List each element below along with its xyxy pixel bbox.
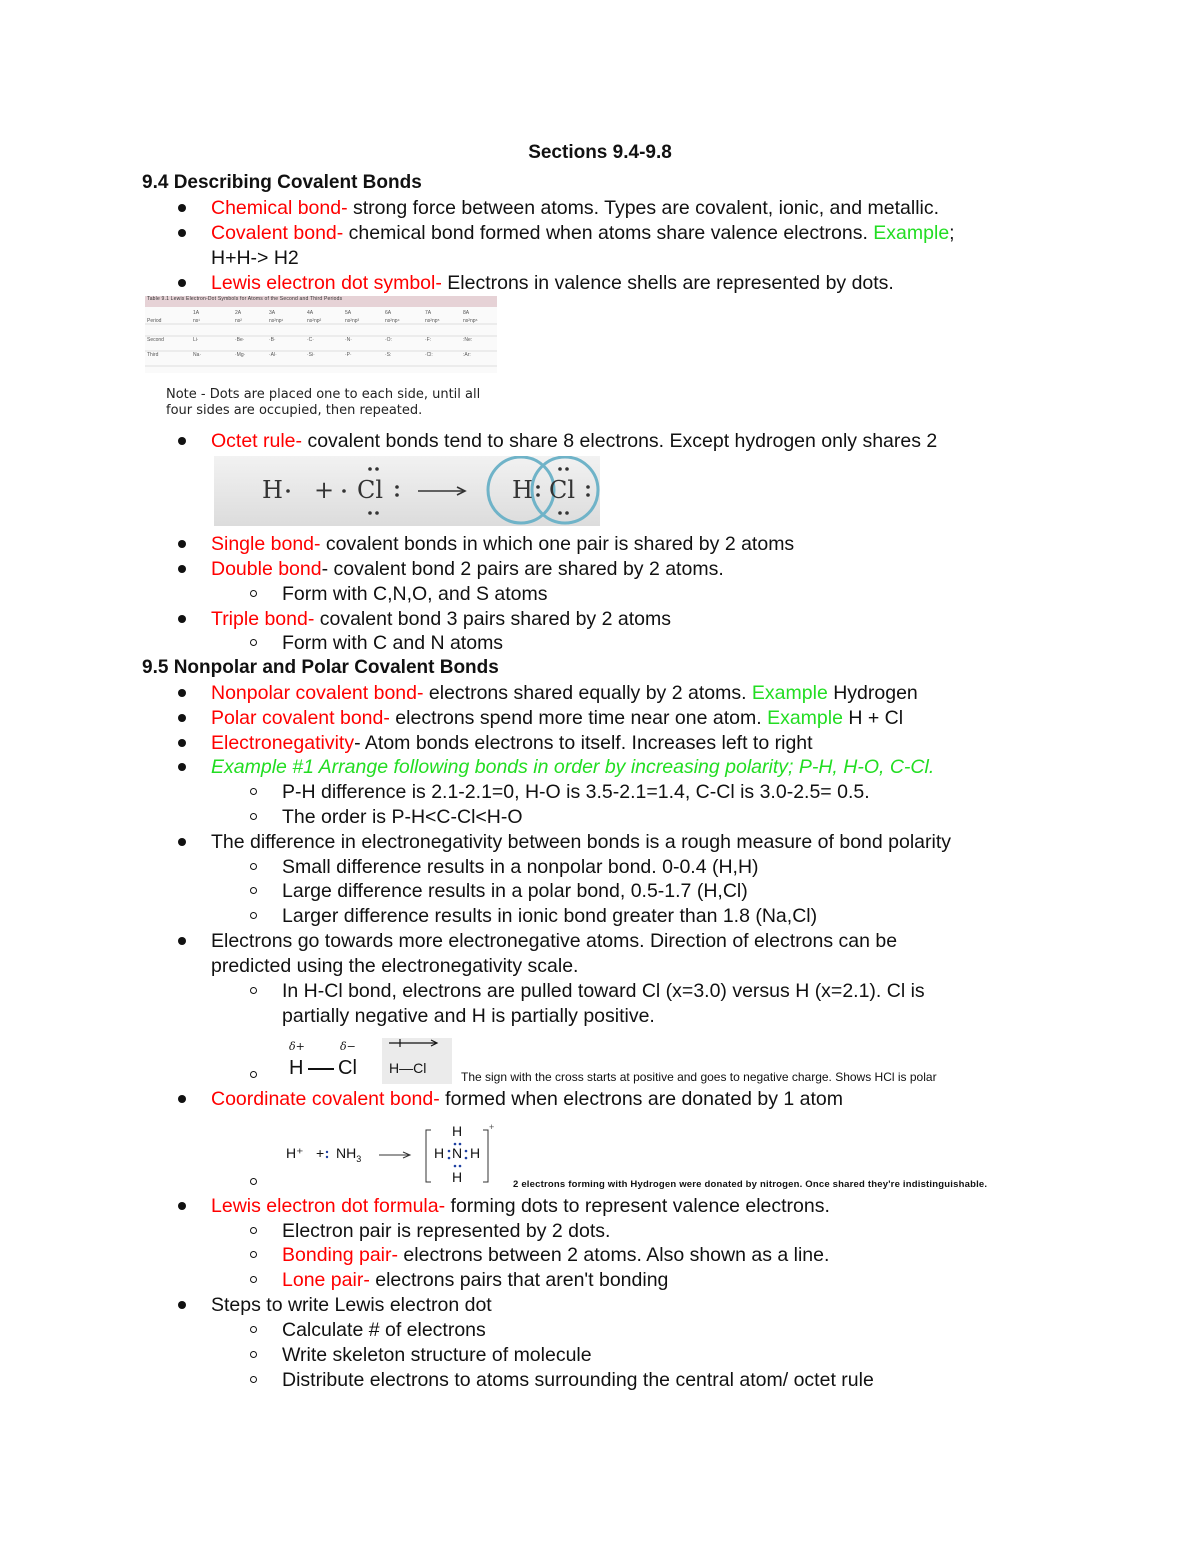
sub-bullet [250,1376,257,1383]
third-period-row-cell: :Ar: [463,352,471,358]
ammonium-h-left: H [434,1145,445,1161]
page-title: Sections 9.4-9.8 [528,142,672,163]
sub-bullet [250,887,257,894]
sub-bullet [250,788,257,795]
definition-tail: Hydrogen [827,682,918,704]
section-heading-9-4: 9.4 Describing Covalent Bonds [142,172,422,193]
definition: Electrons in valence shells are represented by dots. [441,272,894,294]
definition: covalent bonds tend to share 8 electrons. Except hydrogen only shares 2 [302,430,938,452]
config-row-cell: ns²np² [307,318,322,324]
definition: electrons shared equally by 2 atoms. [423,682,752,704]
octet-rule-image [214,456,600,526]
definition: - Atom bonds electrons to itself. Increases left to right [354,732,813,754]
third-period-row-cell: Third [147,352,159,358]
bullet [178,714,186,722]
group-header-cell: 8A [463,310,470,316]
table-note-line1: Note - Dots are placed one to each side, until all [166,387,481,402]
difference-sub3: Larger difference results in ionic bond greater than 1.8 (Na,Cl) [282,905,818,927]
example-label: Example [751,682,828,704]
second-period-row-cell: ·O: [385,337,392,343]
example-label: Example [767,707,843,729]
bullet-lewis-dot-formula [211,1194,830,1218]
bullet-coordinate-bond [211,1087,843,1111]
plus-sign: + [314,476,335,504]
steps-sub2: Write skeleton structure of molecule [282,1344,592,1366]
bullet-double-bond [211,557,724,581]
second-period-row-cell: ·F: [425,337,432,343]
bullet-nonpolar-bond [211,681,918,705]
second-period-row-cell: Second [147,337,164,343]
bullet [178,204,186,212]
sub-bullet [250,1351,257,1358]
reactant-cl: Cl [357,476,384,504]
third-period-row-cell: ·S: [385,352,392,358]
bullet-example-1: Example #1 Arrange following bonds in order by increasing polarity; P-H, H-O, C-Cl. [211,756,935,778]
sub-bullet [250,1071,257,1078]
term: Nonpolar covalent bond- [211,682,424,704]
lewis-formula-sub3 [282,1268,668,1292]
product-cl: Cl [549,476,576,504]
bullet-electronegativity [211,731,813,755]
bullet [178,937,186,945]
bullet [178,1095,186,1103]
second-period-row-cell: ·B· [269,337,276,343]
sub-bullet [250,987,257,994]
ammonia-label: NH [336,1145,357,1161]
steps-sub3: Distribute electrons to atoms surrounding the central atom/ octet rule [282,1369,874,1391]
bullet [178,763,186,771]
lewis-table-grid [145,310,497,370]
definition: covalent bonds in which one pair is shared by 2 atoms [320,533,795,555]
difference-sub2: Large difference results in a polar bond, 0.5-1.7 (H,Cl) [282,880,748,902]
term: Electronegativity [211,732,355,754]
bullet [178,1202,186,1210]
bullet [178,615,186,623]
bullet [178,229,186,237]
term: Triple bond- [211,608,315,630]
ammonium-h-bottom: H [452,1169,463,1185]
config-row-cell: Period [147,318,162,324]
third-period-row-cell: Na· [193,352,202,358]
definition: strong force between atoms. Types are covalent, ionic, and metallic. [347,197,940,219]
sub-bullet [250,863,257,870]
bullet [178,739,186,747]
lewis-formula-sub1: Electron pair is represented by 2 dots. [282,1220,611,1242]
bullet [178,689,186,697]
hcl-h: H [289,1057,304,1079]
bullet [178,437,186,445]
bullet-triple-bond [211,607,671,631]
sub-bullet [250,1326,257,1333]
definition: electrons spend more time near one atom. [389,707,768,729]
covalent-bond-example: H+H-> H2 [211,247,299,269]
ammonia-subscript: 3 [356,1153,362,1164]
third-period-row-cell: ·Mg· [235,352,246,358]
definition: - covalent bond 2 pairs are shared by 2 atoms. [321,558,724,580]
bullet-lewis-dot-symbol [211,271,894,295]
term: Lewis electron dot formula- [211,1195,446,1217]
example-label: Example [873,222,950,244]
plus-sign: + [316,1145,325,1161]
group-header-cell: 4A [307,310,314,316]
third-period-row-cell: ·Cl: [425,352,433,358]
lewis-formula-sub2 [282,1243,829,1267]
bullet [178,838,186,846]
second-period-row-cell: ·C· [307,337,314,343]
ammonium-charge: + [489,1122,495,1132]
bullet [178,279,186,287]
hcl-polarity-image [286,1038,452,1084]
sub-bullet [250,1276,257,1283]
triple-bond-sub: Form with C and N atoms [282,632,504,654]
hcl-caption: The sign with the cross starts at positive and goes to negative charge. Shows HCl is polar [461,1070,937,1084]
group-header-cell: 5A [345,310,352,316]
sub-bullet [250,813,257,820]
hcl-dipole-bond: H—Cl [389,1060,427,1076]
config-row-cell: ns¹ [193,318,200,324]
hydrogen-ion: H⁺ [286,1145,304,1161]
bullet [178,1301,186,1309]
third-period-row-cell: ·P· [345,352,352,358]
group-header-cell: 3A [269,310,276,316]
definition: chemical bond formed when atoms share valence electrons. [343,222,874,244]
example-1-sub2: The order is P-H<C-Cl<H-O [282,806,523,828]
definition: formed when electrons are donated by 1 atom [439,1088,843,1110]
product-h: H [512,476,533,504]
double-bond-sub: Form with C,N,O, and S atoms [282,583,548,605]
ammonia [336,1145,361,1164]
bullet-single-bond [211,532,794,556]
table-note-line2: four sides are occupied, then repeated. [166,403,423,418]
lewis-dot-table-image [145,296,497,422]
bullet-chemical-bond [211,196,939,220]
definition: electrons pairs that aren't bonding [369,1269,669,1291]
config-row-cell: ns²np⁶ [463,318,478,324]
config-row-cell: ns²np⁵ [425,318,440,324]
delta-minus-label: δ− [340,1040,356,1053]
config-row-cell: ns² [235,318,242,324]
group-header-cell: 2A [235,310,242,316]
term: Single bond- [211,533,321,555]
delta-plus-label: δ+ [289,1040,305,1053]
config-row-cell: ns²np³ [345,318,360,324]
second-period-row-cell: ·N· [345,337,352,343]
group-header-cell: 1A [193,310,200,316]
bullet [178,540,186,548]
definition-tail: H + Cl [842,707,904,729]
ammonium-caption: 2 electrons forming with Hydrogen were donated by nitrogen. Once shared they're indistinguishable. [513,1179,988,1190]
example-1-sub1: P-H difference is 2.1-2.1=0, H-O is 3.5-2.1=1.4, C-Cl is 3.0-2.5= 0.5. [282,781,870,803]
term: Polar covalent bond- [211,707,390,729]
definition: forming dots to represent valence electrons. [445,1195,830,1217]
bullet-steps: Steps to write Lewis electron dot [211,1294,492,1316]
third-period-row-cell: ·Al· [269,352,277,358]
ammonium-n: N [452,1145,463,1161]
second-period-row-cell: ·Be· [235,337,245,343]
section-heading-9-5: 9.5 Nonpolar and Polar Covalent Bonds [142,657,499,678]
bullet-covalent-bond [211,221,955,245]
table-caption: Table 9.1 Lewis Electron-Dot Symbols for Atoms of the Second and Third Periods [147,296,343,302]
sub-bullet [250,1251,257,1258]
bullet [178,565,186,573]
steps-sub1: Calculate # of electrons [282,1319,486,1341]
ammonium-h-right: H [470,1145,481,1161]
term: Covalent bond- [211,222,344,244]
config-row-cell: ns²np¹ [269,318,284,324]
sub-bullet [250,1227,257,1234]
ammonium-h-top: H [452,1123,463,1139]
sub-bullet [250,912,257,919]
bullet-electron-direction: Electrons go towards more electronegative atoms. Direction of electrons can be [211,930,898,952]
definition-tail: ; [949,222,955,244]
bullet-difference: The difference in electronegativity between bonds is a rough measure of bond polarity [211,831,952,853]
term: Double bond [211,558,322,580]
sub-bullet [250,1178,257,1185]
term: Coordinate covalent bond- [211,1088,440,1110]
bullet-polar-bond [211,706,903,730]
group-header-cell: 7A [425,310,432,316]
reactant-h: H [262,476,283,504]
term: Lone pair- [282,1269,370,1291]
hcl-cl: Cl [338,1057,357,1079]
sub-bullet [250,639,257,646]
term: Chemical bond- [211,197,348,219]
group-header-cell: 6A [385,310,392,316]
hcl-sub-line2: partially negative and H is partially positive. [282,1005,655,1027]
sub-bullet [250,590,257,597]
electron-direction-line2: predicted using the electronegativity scale. [211,955,579,977]
second-period-row-cell: Li· [193,337,199,343]
config-row-cell: ns²np⁴ [385,318,400,324]
hcl-sub-line1: In H-Cl bond, electrons are pulled toward Cl (x=3.0) versus H (x=2.1). Cl is [282,980,925,1002]
bullet-octet-rule [211,429,937,453]
table-note [166,387,480,419]
term: Bonding pair- [282,1244,398,1266]
definition: electrons between 2 atoms. Also shown as a line. [398,1244,830,1266]
difference-sub1: Small difference results in a nonpolar bond. 0-0.4 (H,H) [282,856,759,878]
ammonium-formation-image [283,1120,498,1190]
second-period-row-cell: :Ne: [463,337,473,343]
definition: covalent bond 3 pairs shared by 2 atoms [314,608,671,630]
term: Lewis electron dot symbol- [211,272,442,294]
third-period-row-cell: ·Si· [307,352,315,358]
term: Octet rule- [211,430,303,452]
